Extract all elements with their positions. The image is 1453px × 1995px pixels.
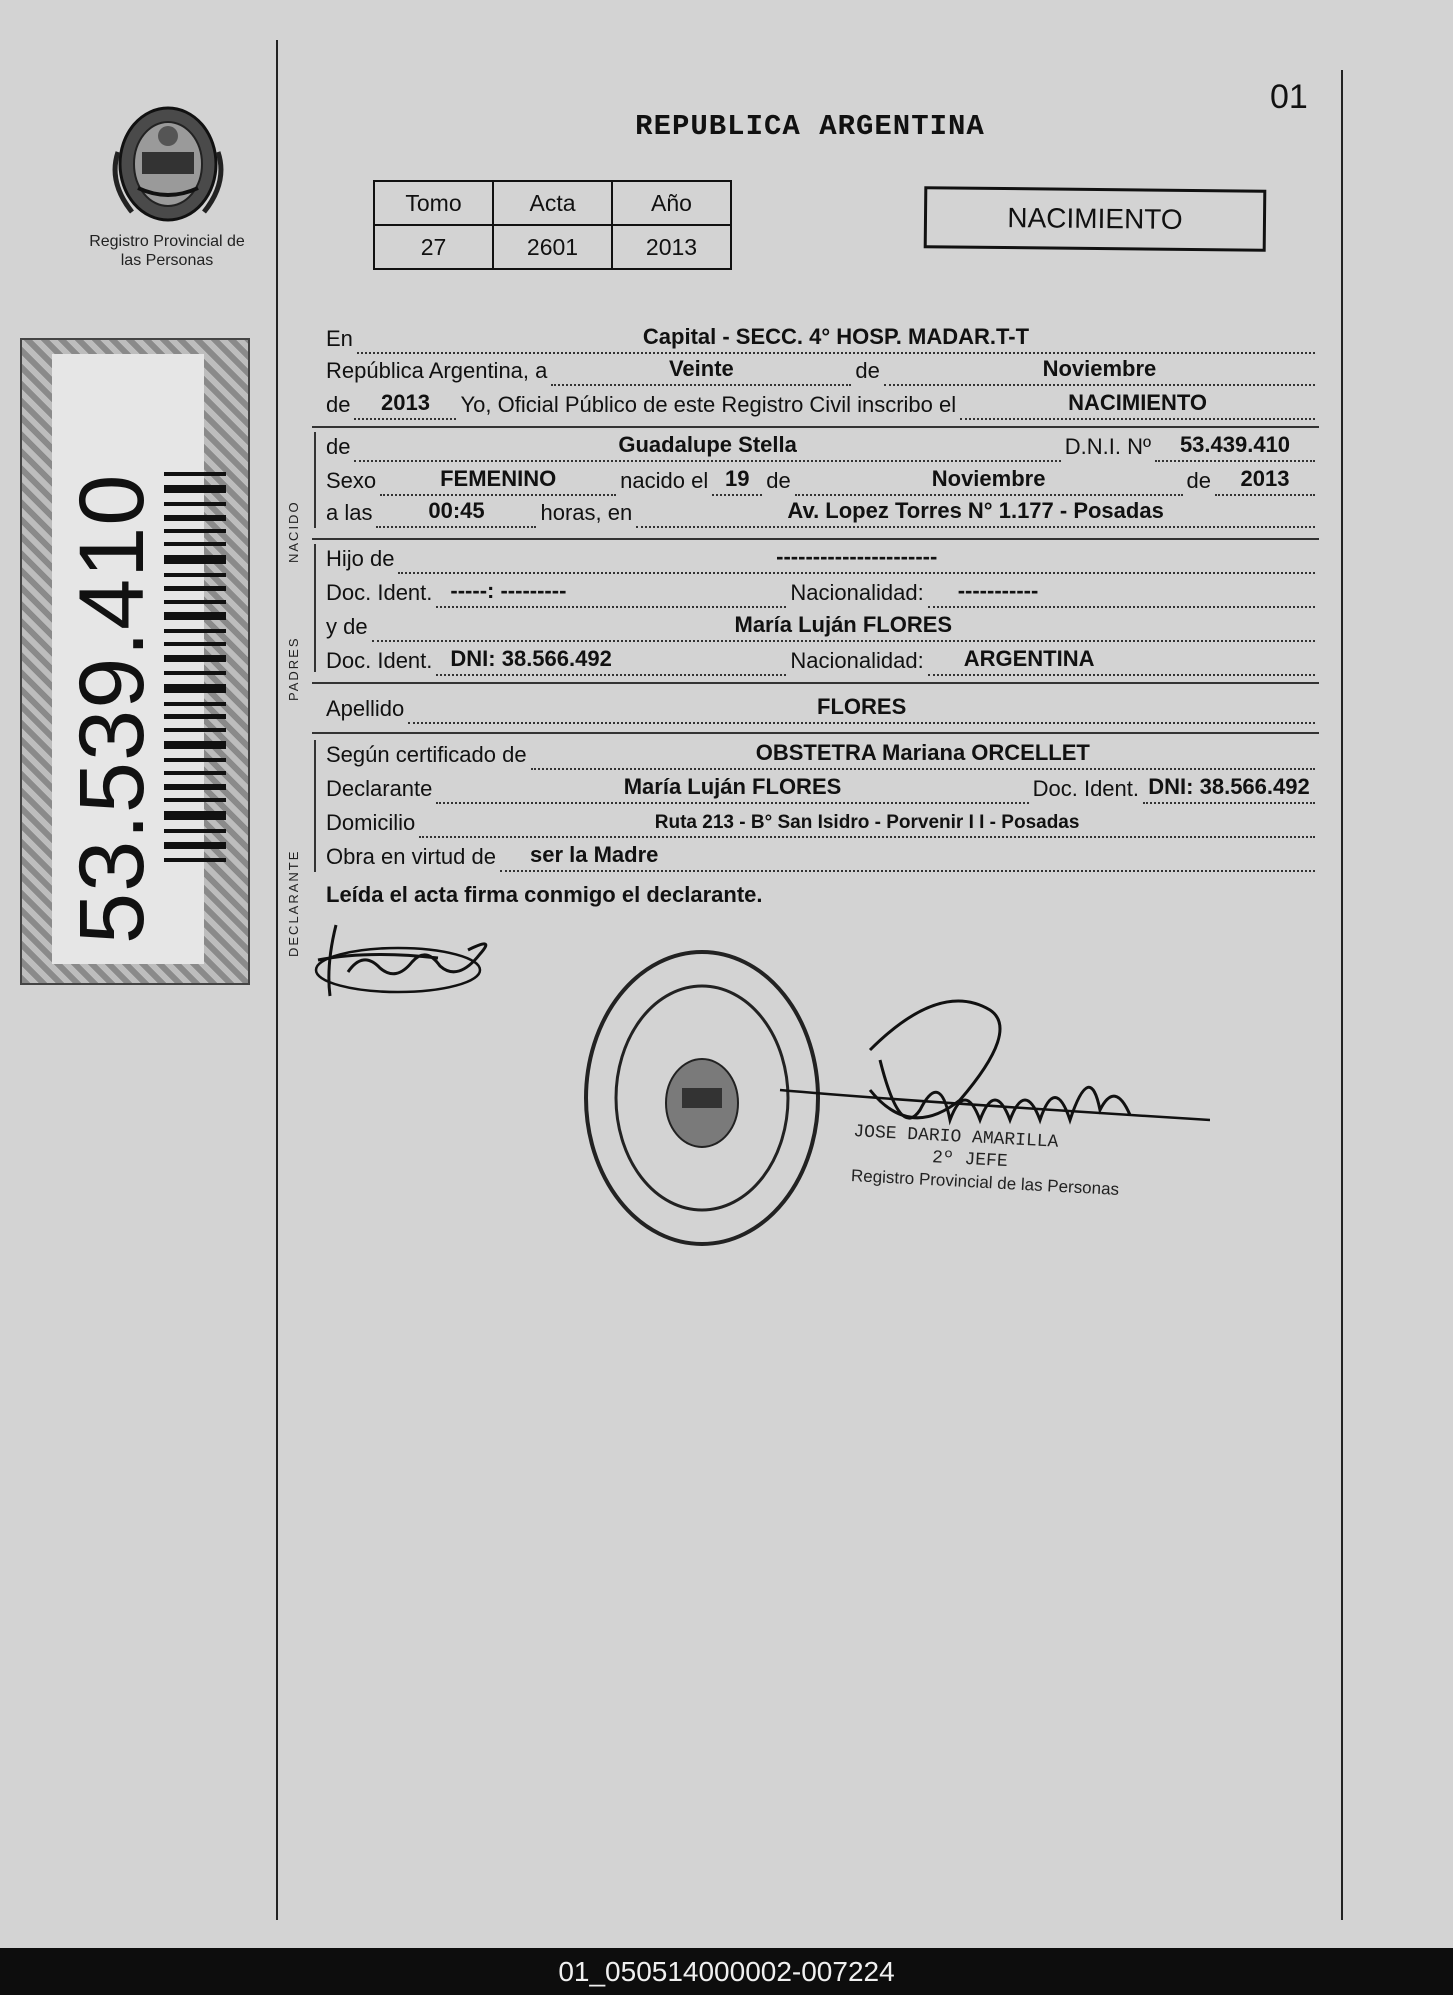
label-obra: Obra en virtud de	[326, 844, 496, 869]
acta-reference-table	[373, 180, 732, 270]
row-lugar	[326, 318, 1319, 354]
section-line	[314, 432, 316, 528]
row-hora	[326, 492, 1319, 528]
value-lugar-nac: Av. Lopez Torres N° 1.177 - Posadas	[787, 498, 1164, 523]
label-horas-en: horas, en	[540, 500, 633, 525]
value-declarante-doc: DNI: 38.566.492	[1148, 774, 1310, 799]
label-nacionalidad: Nacionalidad:	[790, 580, 924, 605]
value-obra: ser la Madre	[529, 842, 659, 867]
label-doc-ident: Doc. Ident.	[326, 648, 433, 673]
value-madre-doc: DNI: 38.566.492	[450, 646, 612, 671]
label-hijo-de: Hijo de	[326, 546, 395, 571]
value-mes: Noviembre	[1042, 356, 1157, 381]
value-nac-anio: 2013	[1240, 466, 1290, 491]
row-obra	[326, 836, 1319, 872]
registry-name: Registro Provincial de las Personas	[89, 233, 245, 269]
label-a-las: a las	[326, 500, 373, 525]
official-name: JOSE DARIO AMARILLA	[852, 1122, 1059, 1153]
label-de-year: de	[326, 392, 351, 417]
label-de-name: de	[326, 434, 351, 459]
value-nac-mes: Noviembre	[931, 466, 1046, 491]
row-apellido	[326, 688, 1319, 724]
page-number: 01	[1270, 78, 1308, 116]
row-domicilio	[326, 802, 1319, 838]
section-line	[314, 544, 316, 672]
label-segun: Según certificado de	[326, 742, 527, 767]
label-declarante: Declarante	[326, 776, 433, 801]
acta-header: Acta	[493, 181, 612, 225]
value-padre: ----------------------	[776, 544, 938, 569]
label-republica: República Argentina, a	[326, 358, 548, 383]
left-margin-line	[276, 40, 278, 1920]
document-type-box: NACIMIENTO	[924, 186, 1267, 252]
value-nac-dia: 19	[724, 466, 750, 491]
tomo-header: Tomo	[374, 181, 493, 225]
row-fecha	[326, 350, 1319, 386]
value-certificado: OBSTETRA Mariana ORCELLET	[755, 740, 1090, 765]
official-office: Registro Provincial de las Personas	[850, 1165, 1120, 1199]
label-sexo: Sexo	[326, 468, 377, 493]
value-hora: 00:45	[428, 498, 485, 523]
value-padre-nac: -----------	[957, 578, 1039, 603]
row-declarante	[326, 768, 1319, 804]
document-title: REPUBLICA ARGENTINA	[635, 110, 985, 143]
value-dia: Veinte	[668, 356, 734, 381]
label-yo-oficial: Yo, Oficial Público de este Registro Civil inscribo el	[460, 392, 957, 417]
official-signature-block	[850, 1121, 1121, 1201]
anio-header: Año	[612, 181, 731, 225]
row-nombre	[326, 426, 1319, 462]
value-lugar: Capital - SECC. 4° HOSP. MADAR.T-T	[642, 324, 1030, 349]
label-de-year2: de	[1186, 468, 1211, 493]
section-declarante: DECLARANTE	[286, 849, 301, 957]
file-reference-footer: 01_050514000002-007224	[0, 1948, 1453, 1995]
label-domicilio: Domicilio	[326, 810, 416, 835]
label-apellido: Apellido	[326, 696, 405, 721]
barcode-number: 53.539.410	[61, 473, 163, 944]
label-doc-ident-short: Doc. Ident.	[1032, 776, 1139, 801]
right-margin-line	[1341, 70, 1343, 1920]
value-nombre: Guadalupe Stella	[618, 432, 797, 457]
official-role: 2º JEFE	[931, 1148, 1009, 1173]
row-madre	[326, 606, 1319, 642]
value-acto: NACIMIENTO	[1068, 390, 1208, 415]
label-de: de	[855, 358, 880, 383]
acta-value: 2601	[493, 225, 612, 269]
value-domicilio: Ruta 213 - B° San Isidro - Porvenir I I - Posadas	[654, 812, 1080, 833]
label-doc-ident: Doc. Ident.	[326, 580, 433, 605]
row-inscripcion	[326, 384, 1319, 420]
label-nacido-el: nacido el	[620, 468, 709, 493]
label-nacionalidad: Nacionalidad:	[790, 648, 924, 673]
label-dni: D.N.I. Nº	[1064, 434, 1151, 459]
value-sexo: FEMENINO	[440, 466, 557, 491]
row-madre-doc	[326, 640, 1319, 676]
tomo-value: 27	[374, 225, 493, 269]
section-nacido: NACIDO	[286, 500, 301, 563]
separator	[312, 682, 1319, 684]
label-y-de: y de	[326, 614, 368, 639]
section-line	[314, 740, 316, 872]
province-emblem-icon	[98, 92, 238, 232]
row-padre-doc	[326, 572, 1319, 608]
section-padres: PADRES	[286, 636, 301, 701]
barcode-label	[52, 354, 204, 964]
value-madre: María Luján FLORES	[734, 612, 953, 637]
row-certificado	[326, 734, 1319, 770]
closing-statement: Leída el acta firma conmigo el declarante.	[326, 882, 763, 907]
value-anio: 2013	[381, 390, 430, 415]
value-dni: 53.439.410	[1179, 432, 1291, 457]
barcode-bars	[164, 472, 226, 862]
value-declarante: María Luján FLORES	[623, 774, 842, 799]
label-en: En	[326, 326, 353, 351]
value-apellido: FLORES	[817, 694, 907, 719]
row-padre	[326, 538, 1319, 574]
anio-value: 2013	[612, 225, 731, 269]
barcode-sticker	[20, 338, 250, 985]
value-madre-nac: ARGENTINA	[963, 646, 1095, 671]
declarant-signature	[308, 910, 508, 1010]
value-padre-doc: -----: ---------	[450, 578, 567, 603]
label-de-month: de	[766, 468, 791, 493]
row-sexo	[326, 460, 1319, 496]
